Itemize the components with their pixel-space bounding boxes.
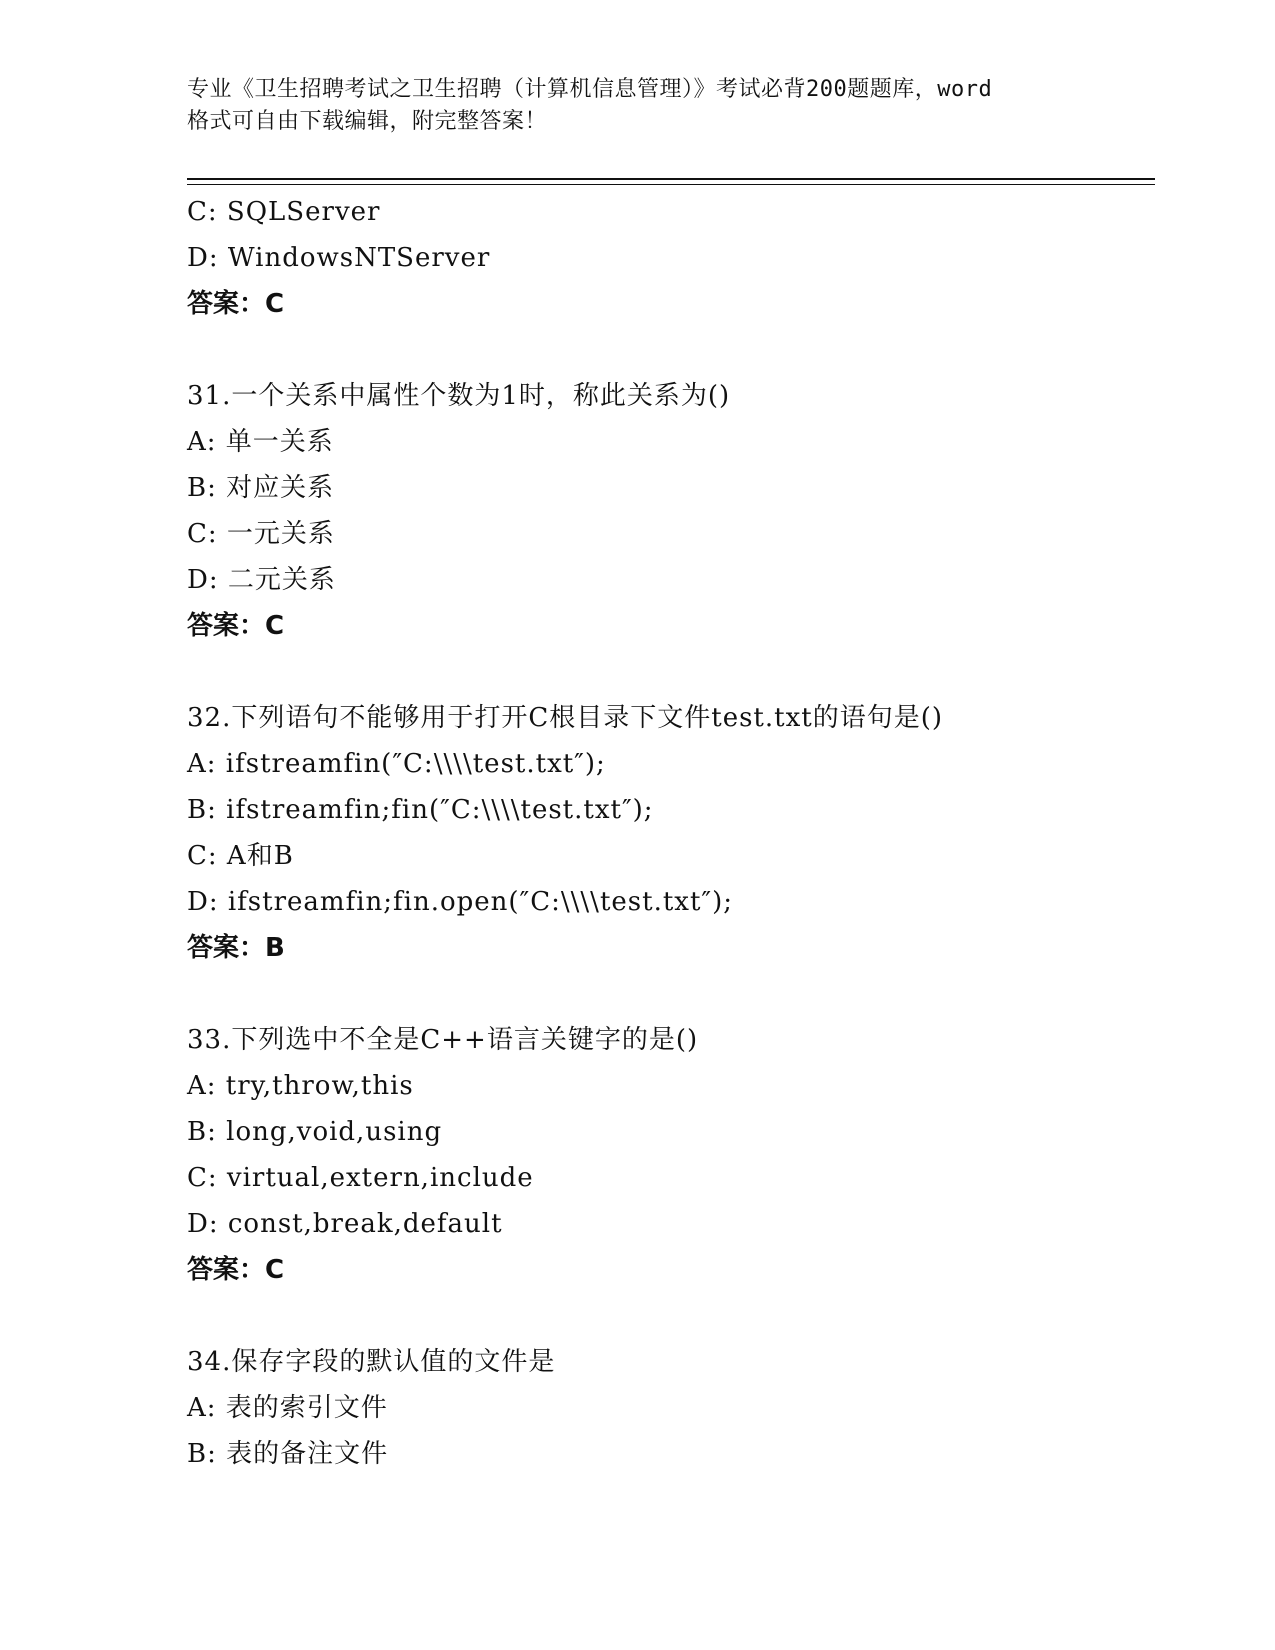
option-a: A: ifstreamfin(″C:\\\\test.txt″); — [187, 749, 606, 779]
option-b: B: ifstreamfin;fin(″C:\\\\test.txt″); — [187, 795, 654, 825]
answer-label: 答案：C — [187, 289, 285, 319]
option-d: D: 二元关系 — [187, 565, 336, 595]
answer-label: 答案：C — [187, 1255, 285, 1285]
spacer — [187, 1293, 1155, 1339]
question-33 — [187, 1017, 1155, 1293]
option-d: D: WindowsNTServer — [187, 243, 491, 273]
option-c: C: A和B — [187, 841, 294, 871]
question-30-tail — [187, 189, 1155, 327]
answer-label: 答案：B — [187, 933, 285, 963]
header-divider-thin — [187, 184, 1155, 185]
header-line-1: 专业《卫生招聘考试之卫生招聘（计算机信息管理）》考试必背200题题库，word — [187, 77, 993, 102]
question-text: 33.下列选中不全是C++语言关键字的是() — [187, 1025, 699, 1055]
header-divider-thick — [187, 178, 1155, 180]
question-text: 31.一个关系中属性个数为1时，称此关系为() — [187, 381, 731, 411]
option-c: C: 一元关系 — [187, 519, 335, 549]
option-b: B: 对应关系 — [187, 473, 335, 503]
option-b: B: 表的备注文件 — [187, 1439, 389, 1469]
option-b: B: long,void,using — [187, 1117, 443, 1147]
option-a: A: try,throw,this — [187, 1071, 414, 1101]
question-32 — [187, 695, 1155, 971]
option-d: D: ifstreamfin;fin.open(″C:\\\\test.txt″); — [187, 887, 734, 917]
option-c: C: SQLServer — [187, 197, 381, 227]
question-31 — [187, 373, 1155, 649]
header-line-2: 格式可自由下载编辑，附完整答案！ — [187, 109, 548, 134]
option-d: D: const,break,default — [187, 1209, 503, 1239]
option-a: A: 表的索引文件 — [187, 1393, 388, 1423]
document-header — [187, 74, 1087, 138]
spacer — [187, 971, 1155, 1017]
answer-label: 答案：C — [187, 611, 285, 641]
spacer — [187, 327, 1155, 373]
spacer — [187, 649, 1155, 695]
option-a: A: 单一关系 — [187, 427, 334, 457]
option-c: C: virtual,extern,include — [187, 1163, 534, 1193]
question-34 — [187, 1339, 1155, 1477]
question-list — [187, 189, 1155, 1477]
question-text: 34.保存字段的默认值的文件是 — [187, 1347, 556, 1377]
question-text: 32.下列语句不能够用于打开C根目录下文件test.txt的语句是() — [187, 703, 943, 733]
